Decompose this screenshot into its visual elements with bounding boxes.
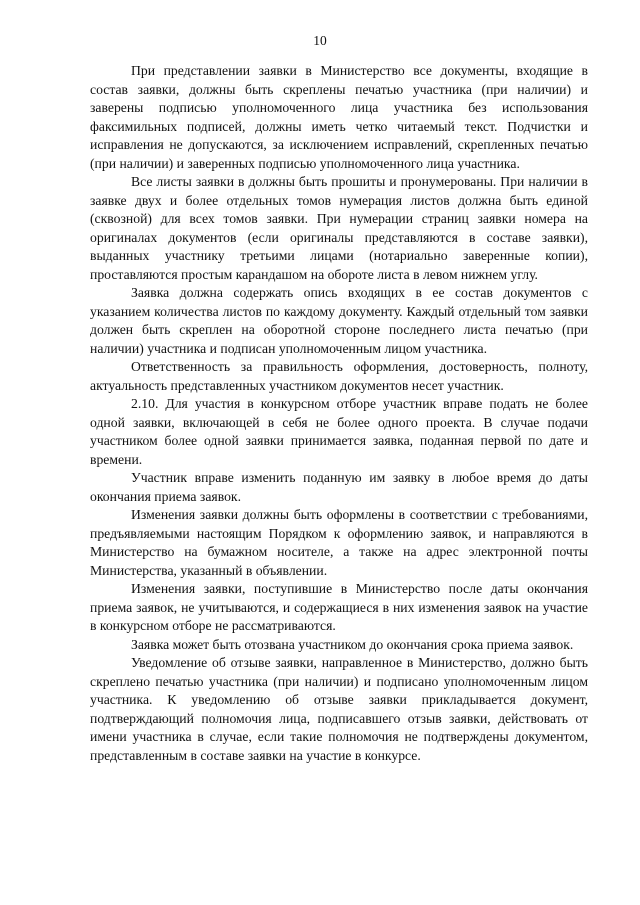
paragraph-document-inventory: Заявка должна содержать опись входящих в ее состав документов с указанием количества листов по каждому документу. Каждый отдельный том заявки должен быть скреплен на оборотной стороне последнего листа печатью (при наличии) участника и подписан уполномоченным лицом участника. (90, 285, 588, 356)
paragraph-withdrawal-notice: Уведомление об отзыве заявки, направленное в Министерство, должно быть скреплено печатью участника (при наличии) и подписано уполномоченным лицом участника. К уведомлению об отзыве заявки прикладывается документ, подтверждающий полномочия лица, подписавшего отзыв заявки, действовать от имени участника в случае, если такие полномочия не подтверждены документом, представленным в составе заявки на участие в конкурсе. (90, 655, 588, 763)
paragraph-sheet-numbering: Все листы заявки в должны быть прошиты и пронумерованы. При наличии в заявке двух и более отдельных томов нумерация листов должна быть единой (сквозной) для всех томов заявки. При нумерации страниц заявки номера на оригиналах документов (если оригиналы представляются в составе заявки), выданных участнику третьими лицами (нотариально заверенные копии), проставляются простым карандашом на обороте листа в левом нижнем углу. (90, 174, 588, 282)
document-body (90, 62, 588, 765)
paragraph-withdrawal: Заявка может быть отозвана участником до окончания срока приема заявок. (131, 636, 574, 652)
page-number: 10 (313, 33, 327, 48)
paragraph-section-2-10: 2.10. Для участия в конкурсном отборе участник вправе подать не более одной заявки, включающей в себя не более одного проекта. В случае подачи участником более одной заявки принимается заявка, поданная первой по дате и времени. (90, 396, 588, 467)
paragraph-signing-requirements: При представлении заявки в Министерство все документы, входящие в состав заявки, должны быть скреплены печатью участника (при наличии) и заверены подписью уполномоченного лица участника без использования факсимильных подписей, должны иметь четко читаемый текст. Подчистки и исправления не допускаются, за исключением исправлений, скрепленных печатью (при наличии) и заверенных подписью уполномоченного лица участника. (90, 63, 588, 171)
paragraph-application-change: Участник вправе изменить поданную им заявку в любое время до даты окончания приема заявок. (90, 470, 588, 504)
paragraph-responsibility: Ответственность за правильность оформления, достоверность, полноту, актуальность представленных участником документов несет участник. (90, 359, 588, 393)
paragraph-late-changes: Изменения заявки, поступившие в Министерство после даты окончания приема заявок, не учитываются, и содержащиеся в них изменения заявок на участие в конкурсном отборе не рассматриваются. (90, 581, 588, 633)
paragraph-change-requirements: Изменения заявки должны быть оформлены в соответствии с требованиями, предъявляемыми настоящим Порядком к оформлению заявок, и направляются в Министерство на бумажном носителе, а также на адрес электронной почты Министерства, указанный в объявлении. (90, 507, 588, 578)
